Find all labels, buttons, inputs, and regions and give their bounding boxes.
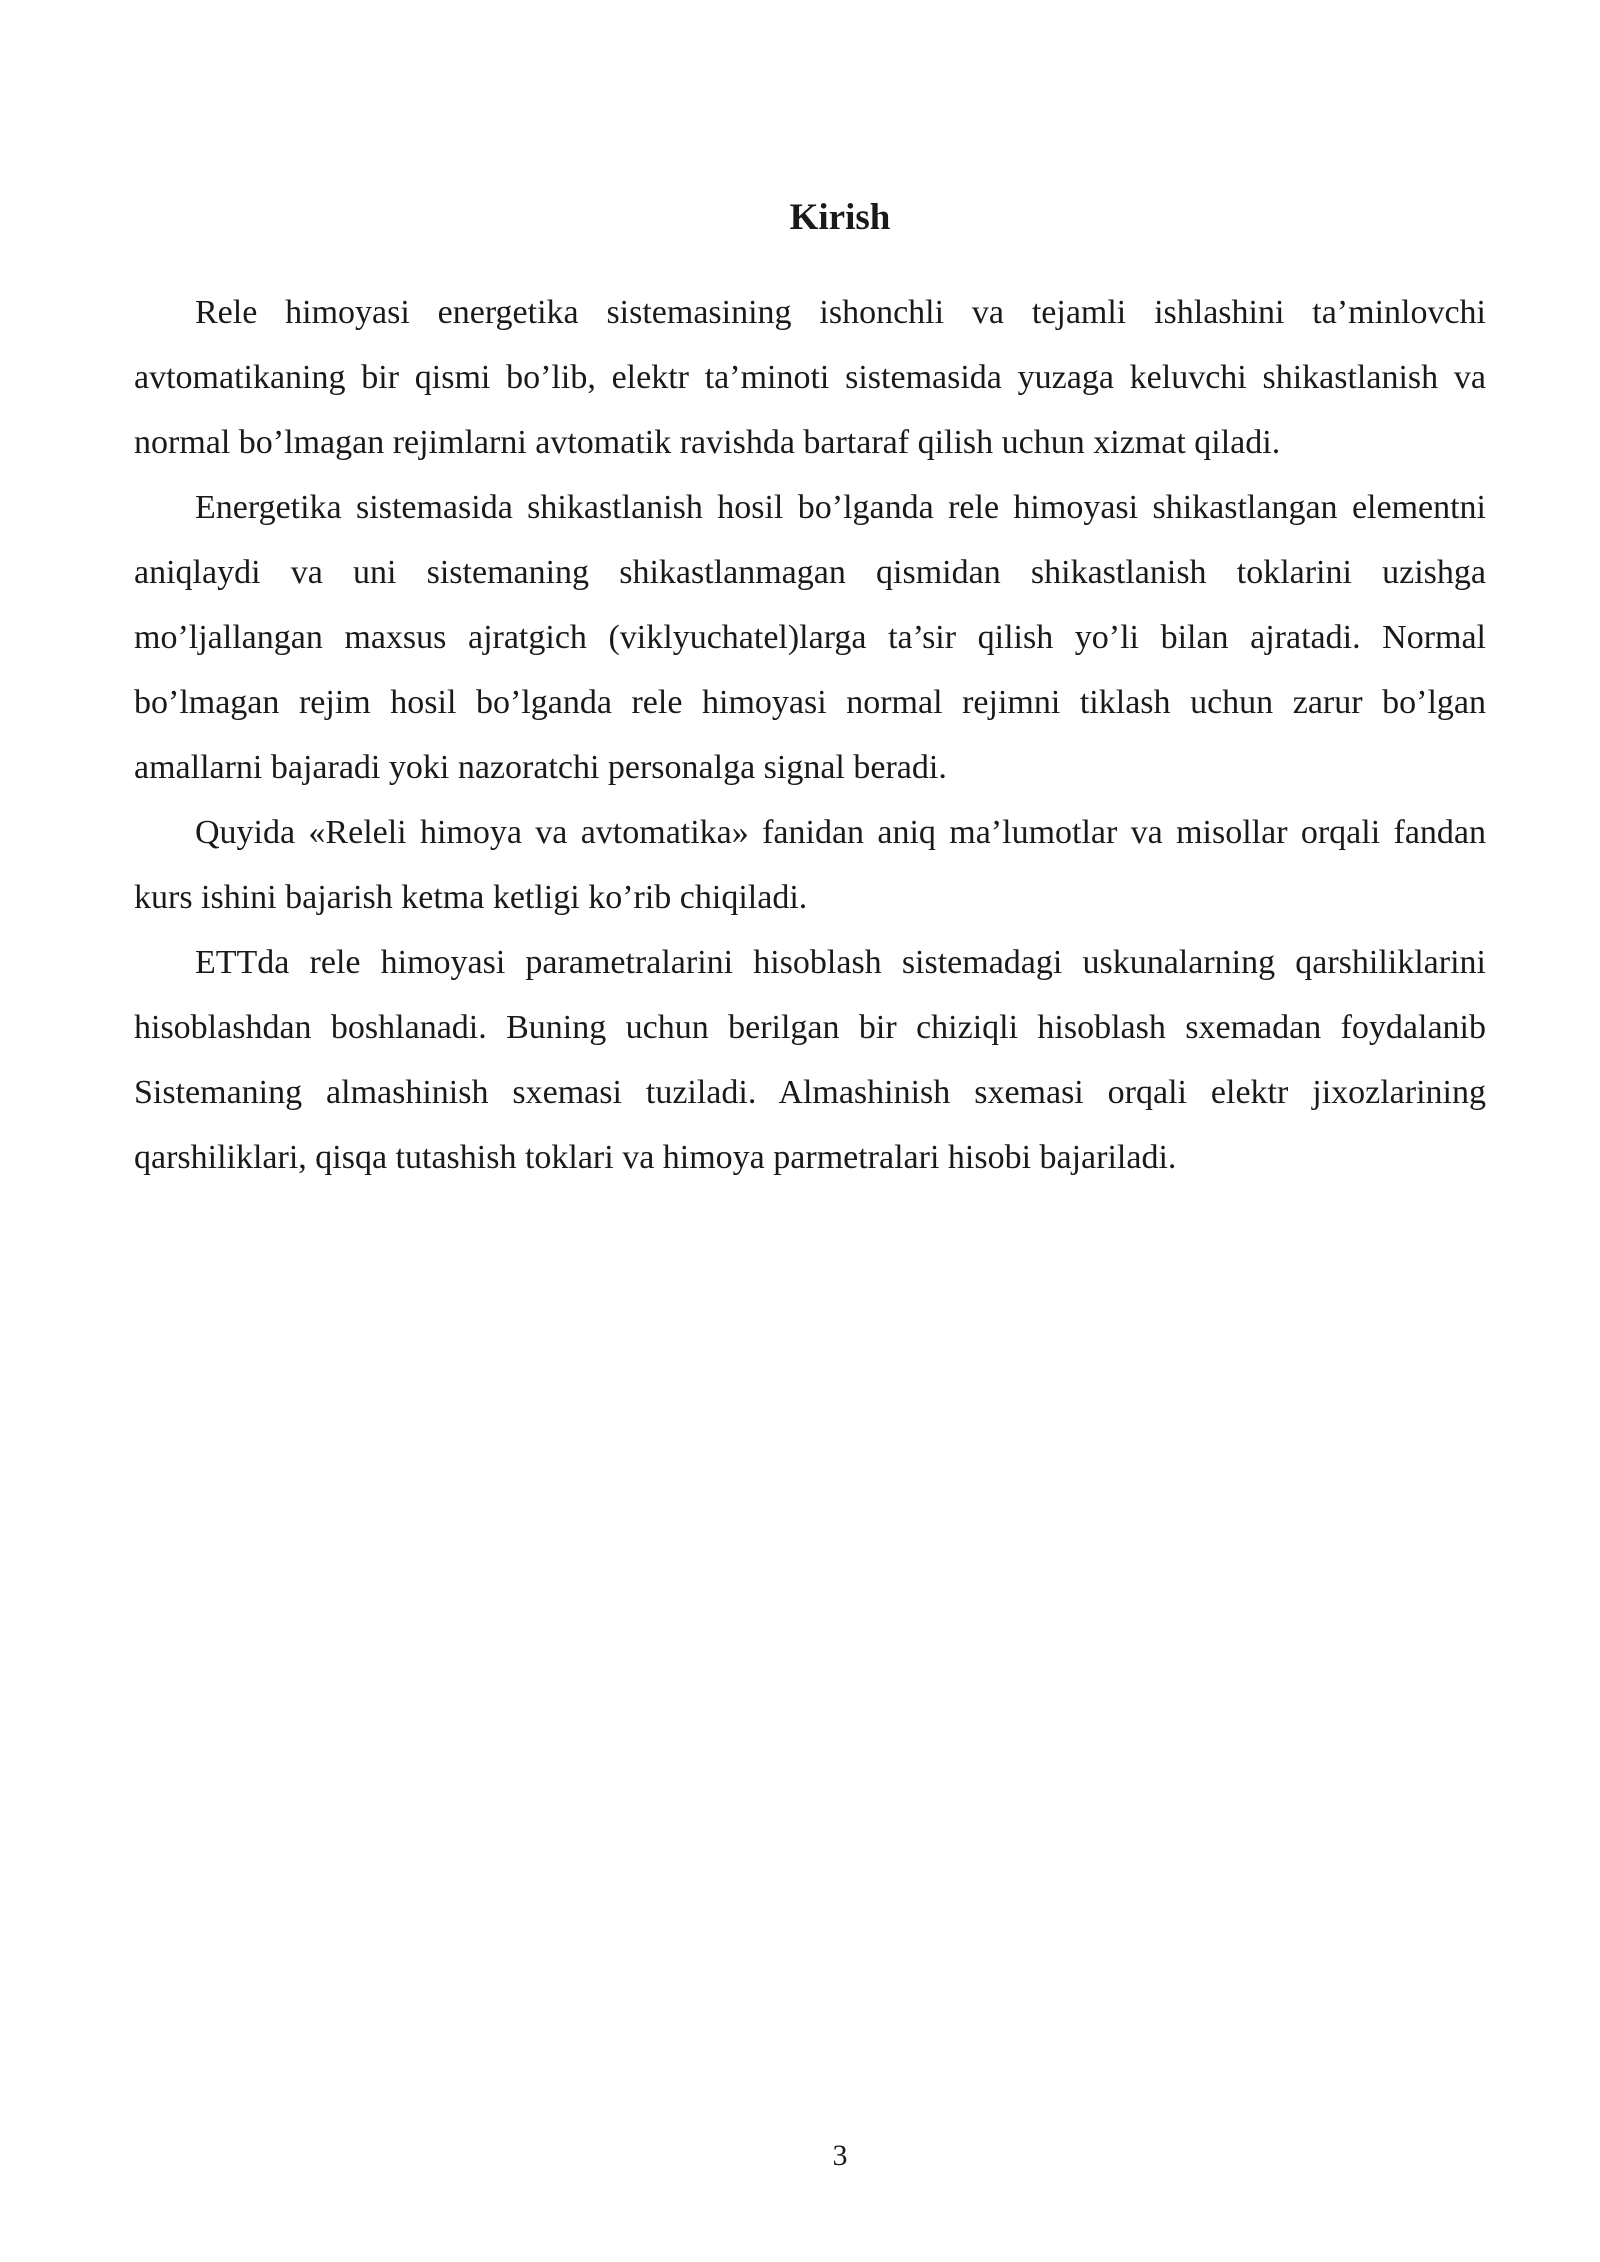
body-text	[134, 280, 1486, 1190]
paragraph-3: Quyida «Releli himoya va avtomatika» fanidan aniq ma’lumotlar va misollar orqali fandan kurs ishini bajarish ketma ketligi ko’rib chiqiladi.	[134, 814, 1486, 916]
paragraph-2: Energetika sistemasida shikastlanish hosil bo’lganda rele himoyasi shikastlangan elementni aniqlaydi va uni sistemaning shikastlanmagan qismidan shikastlanish toklarini uzishga mo’ljallangan maxsus ajratgich (viklyuchatel)larga ta’sir qilish yo’li bilan ajratadi. Normal bo’lmagan rejim hosil bo’lganda rele himoyasi normal rejimni tiklash uchun zarur bo’lgan amallarni bajaradi yoki nazoratchi personalga signal beradi.	[134, 489, 1486, 786]
page-number: 3	[832, 2139, 848, 2172]
paragraph-4: ETTda rele himoyasi parametralarini hisoblash sistemadagi uskunalarning qarshiliklarini hisoblashdan boshlanadi. Buning uchun berilgan bir chiziqli hisoblash sxemadan foydalanib Sistemaning almashinish sxemasi tuziladi. Almashinish sxemasi orqali elektr jixozlarining qarshiliklari, qisqa tutashish toklari va himoya parmetralari hisobi bajariladi.	[134, 944, 1486, 1176]
paragraph-1: Rele himoyasi energetika sistemasining ishonchli va tejamli ishlashini ta’minlovchi avtomatikaning bir qismi bo’lib, elektr ta’minoti sistemasida yuzaga keluvchi shikastlanish va normal bo’lmagan rejimlarni avtomatik ravishda bartaraf qilish uchun xizmat qiladi.	[134, 294, 1486, 461]
page-title: Kirish	[789, 197, 891, 238]
